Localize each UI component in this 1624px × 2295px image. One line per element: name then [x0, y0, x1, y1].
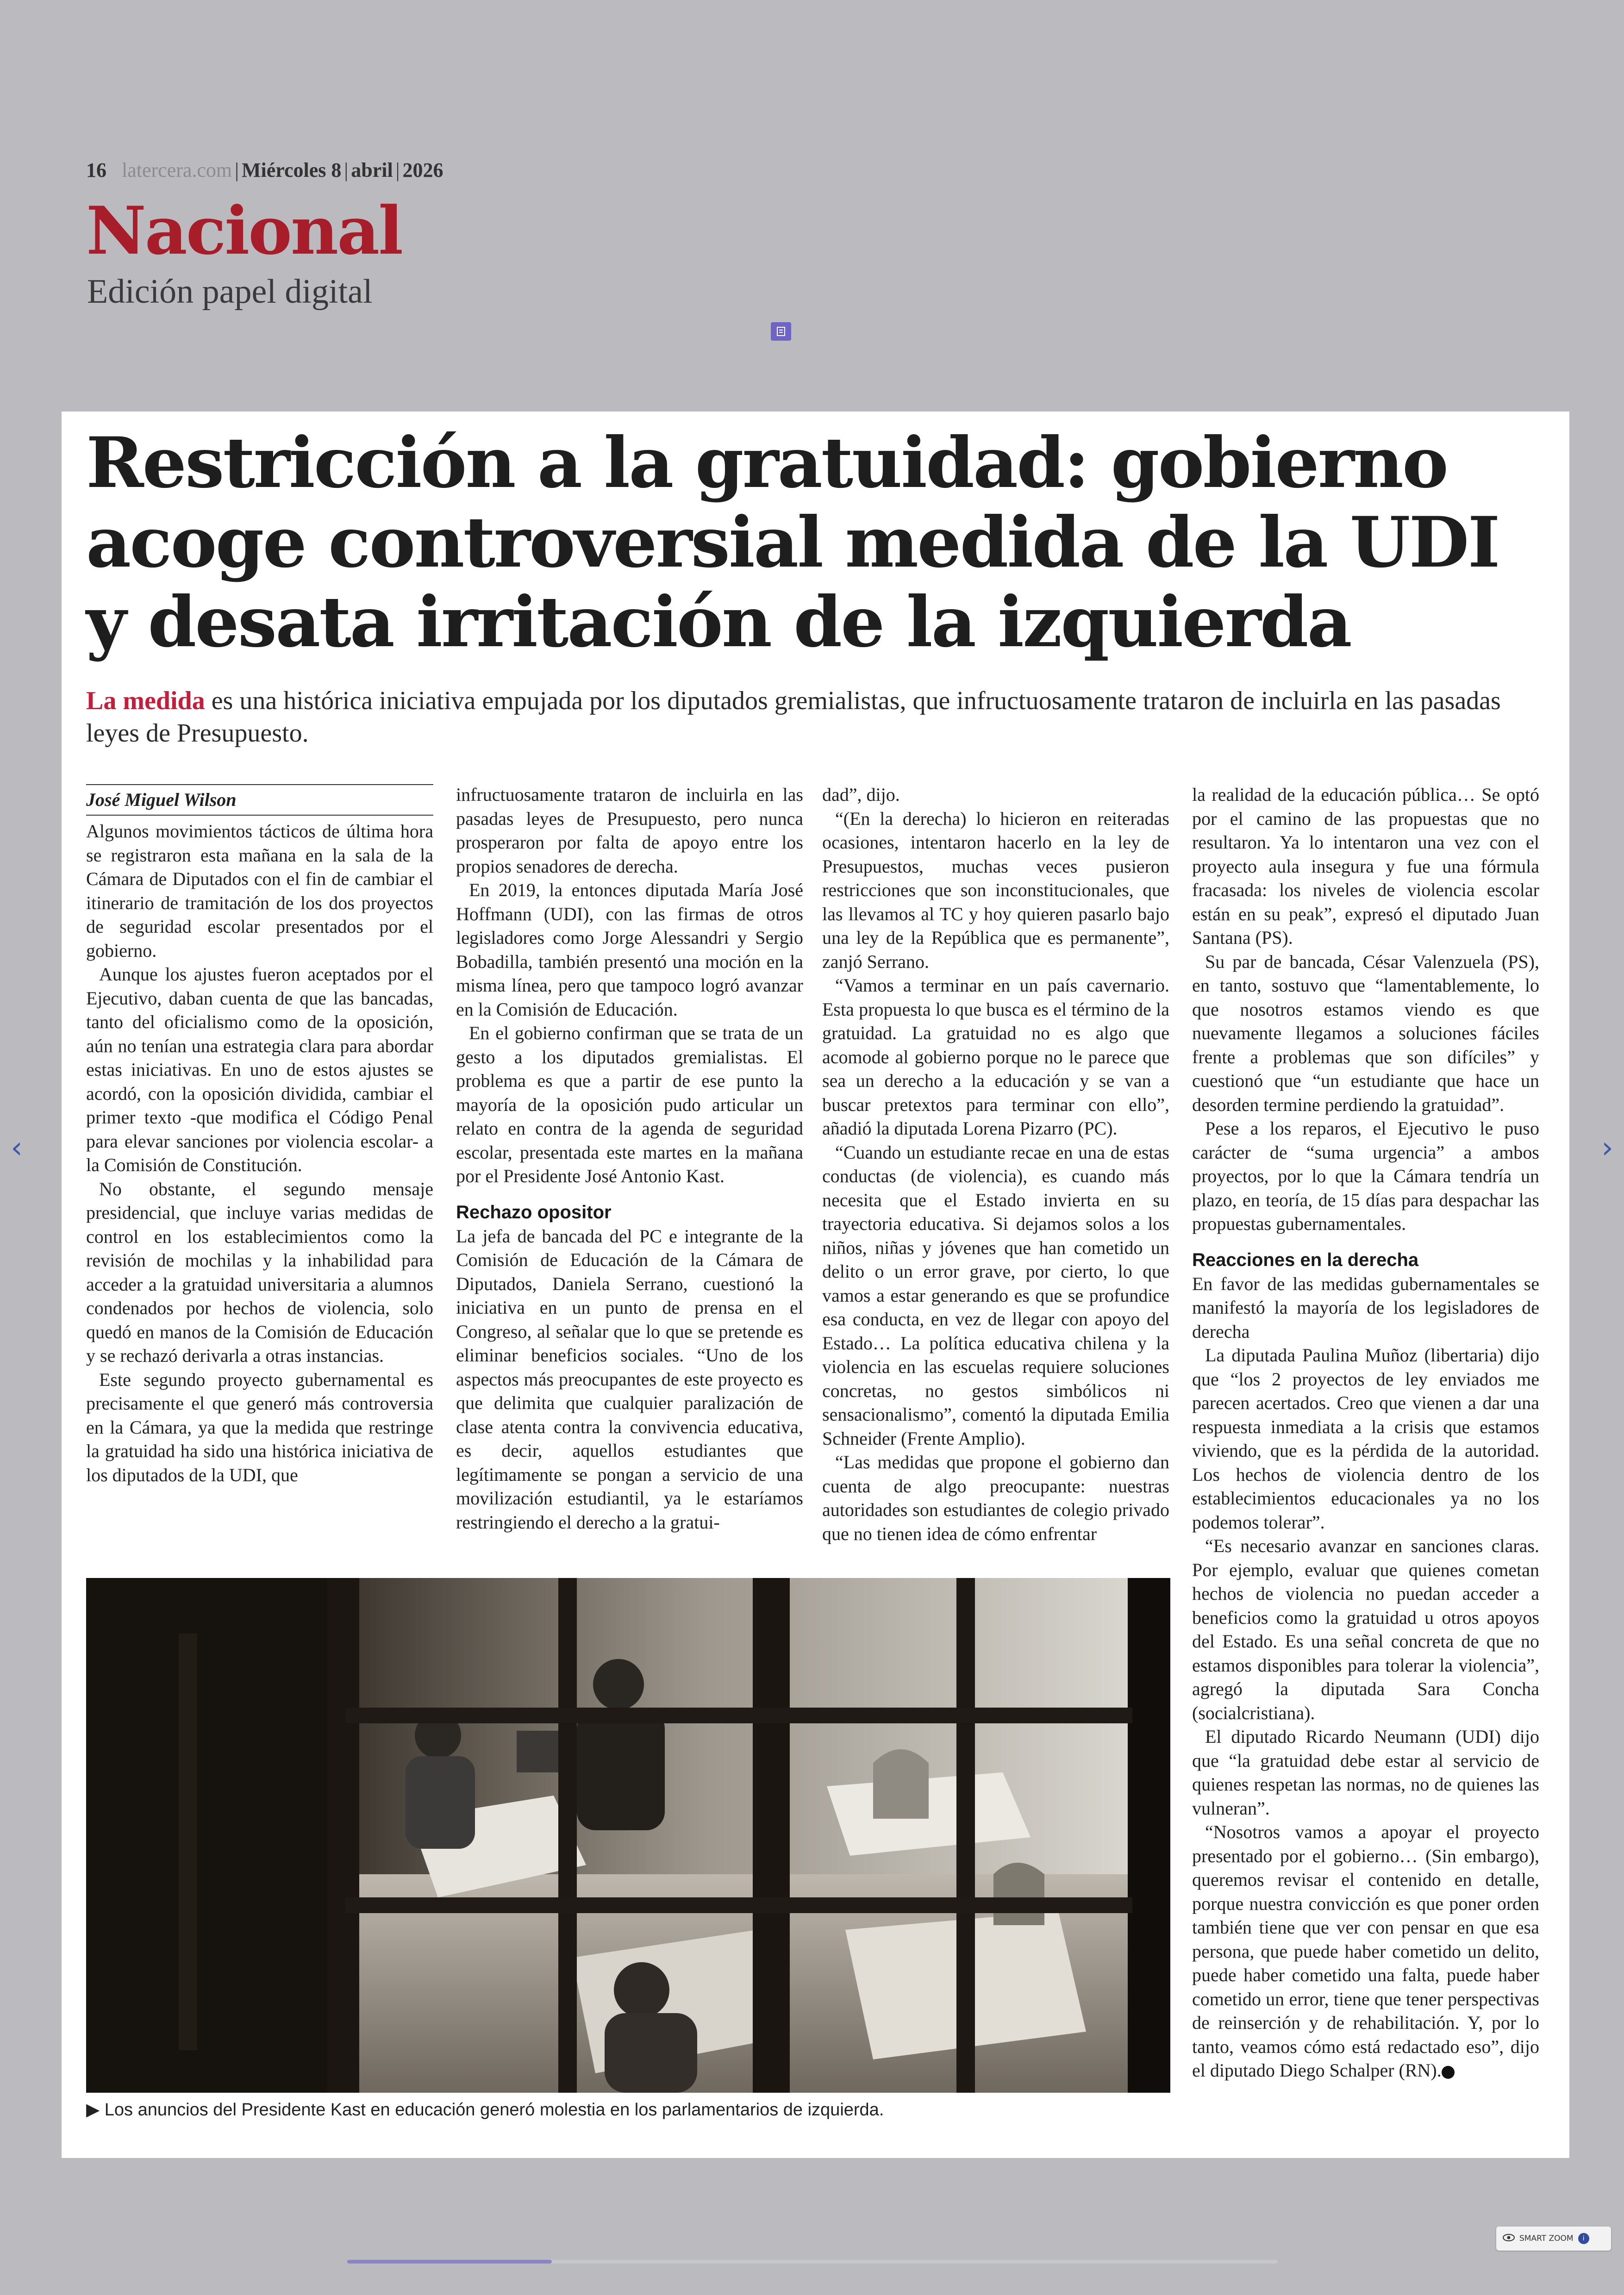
article-column-1: [86, 784, 433, 1487]
paragraph: La diputada Paulina Muñoz (libertaria) dijo que “los 2 proyectos de ley enviados me parecen acertados. Creo que vienen a dar una respuesta inmediata a la crisis que estamos viviendo, que es la pérdida de la autoridad. Los hechos de violencia dentro de los establecimientos educacionales ya no los podemos tolerar”.: [1192, 1345, 1539, 1533]
chevron-right-icon[interactable]: ›: [1601, 1131, 1613, 1165]
reading-progress-bar[interactable]: [347, 2260, 1278, 2264]
photo-caption: ▶ Los anuncios del Presidente Kast en educación generó molestia en los parlamentarios de izquierda.: [86, 2100, 884, 2120]
paragraph: Pese a los reparos, el Ejecutivo le puso carácter de “suma urgencia” a ambos proyectos, por lo que la Cámara tendría un plazo, en teoría, de 15 días para despachar las propuestas gubernamentales.: [1192, 1118, 1539, 1234]
deck-lead: La medida: [86, 686, 205, 715]
paragraph: “Las medidas que propone el gobierno dan cuenta de algo preocupante: nuestras autoridades son estudiantes de colegio privado que no tienen idea de cómo enfrentar: [822, 1452, 1169, 1544]
edition-label: Edición papel digital: [87, 273, 373, 311]
paragraph: infructuosamente trataron de incluirla en las pasadas leyes de Presupuesto, pero nunca prosperaron por falta de apoyo entre los propios senadores de derecha.: [456, 784, 803, 877]
site-name: latercera.com: [122, 159, 232, 181]
end-mark-icon: [1442, 2066, 1455, 2079]
info-icon[interactable]: i: [1578, 2233, 1589, 2244]
paragraph: El diputado Ricardo Neumann (UDI) dijo que “la gratuidad debe estar al servicio de quienes respetan las normas, no de quienes las vulneran”.: [1192, 1726, 1539, 1819]
paragraph: Aunque los ajustes fueron aceptados por el Ejecutivo, daban cuenta de que las bancadas, tanto del oficialismo como de la oposición, aún no tenían una estrategia clara para abordar estas iniciativas. En uno de estos ajustes se acordó, con la oposición dividida, cambiar el primer texto -que modifica el Código Penal para elevar sanciones por violencia escolar- a la Comisión de Constitución.: [86, 964, 433, 1175]
paragraph: En favor de las medidas gubernamentales se manifestó la mayoría de los legisladores de derecha: [1192, 1273, 1539, 1342]
eye-icon: [1503, 2234, 1515, 2244]
subheading-rechazo: Rechazo opositor: [456, 1202, 612, 1222]
paragraph: No obstante, el segundo mensaje presidencial, que incluye varias medidas de control en los establecimientos como la revisión de mochilas y la inhabilidad para acceder a la gratuidad universitaria a alumnos condenados por hechos de violencia, solo quedó en manos de la Comisión de Educación y se rechazó derivarla a otras instancias.: [86, 1178, 433, 1366]
newspaper-page: [62, 412, 1569, 2158]
paragraph: “(En la derecha) lo hicieron en reiteradas ocasiones, intentaron hacerlo en la ley de Presupuestos, muchas veces pusieron restricciones que son inconstitucionales, que las llevamos al TC y hoy quieren pasarlo bajo una ley de la República que es permanente”, zanjó Serrano.: [822, 808, 1169, 972]
article-photo: [86, 1578, 1170, 2093]
date-day: Miércoles 8: [241, 159, 342, 181]
article-deck: [86, 685, 1521, 749]
classroom-photo-illustration: [86, 1578, 1170, 2093]
article-column-4: [1192, 783, 1539, 2083]
paragraph-text: “Nosotros vamos a apoyar el proyecto presentado por el gobierno… (Sin embargo), queremos revisar el contenido en detalle, porque nuestra convicción es que poner orden también tiene que ver con pensar en que esa persona, que puede haber cometido un delito, puede haber cometido una falta, puede haber cometido un error, tiene que tener perspectivas de reinserción y de rehabilitación. Y, por lo tanto, veamos cómo está redactado eso”, dijo el diputado Diego Schalper (RN).: [1192, 1821, 1539, 2081]
smart-zoom-button[interactable]: [1496, 2226, 1611, 2251]
paragraph: Este segundo proyecto gubernamental es precisamente el que generó más controversia en la Cámara, ya que la medida que restringe la gratuidad ha sido una histórica iniciativa de los diputados de la UDI, que: [86, 1369, 433, 1485]
paragraph: En 2019, la entonces diputada María José Hoffmann (UDI), con las firmas de otros legisladores como Jorge Alessandri y Sergio Bobadilla, también presentó una moción en la misma línea, pero que tampoco logró avanzar en la Comisión de Educación.: [456, 879, 803, 1020]
section-title: Nacional: [86, 193, 402, 269]
paragraph: Su par de bancada, César Valenzuela (PS), en tanto, sostuvo que “lamentablemente, lo que nosotros estamos viendo es que nuevamente llegamos a soluciones fáciles frente a problemas que son difíciles” y cuestionó que “un estudiante que hace un desorden termine perdiendo la gratuidad”.: [1192, 951, 1539, 1115]
page-icon[interactable]: [771, 322, 791, 341]
paragraph: En el gobierno confirman que se trata de un gesto a los diputados gremialistas. El problema es que a partir de ese punto la mayoría de la oposición pudo articular un relato en contra de la agenda de seguridad escolar, presentada este martes en la mañana por el Presidente José Antonio Kast.: [456, 1023, 803, 1186]
page-number: 16: [86, 159, 106, 181]
paragraph: Algunos movimientos tácticos de última hora se registraron esta mañana en la sala de la Cámara de Diputados con el fin de cambiar el itinerario de tramitación de los dos proyectos de seguridad escolar presentados por el gobierno.: [86, 821, 433, 961]
reading-progress-fill: [347, 2260, 552, 2264]
paragraph: dad”, dijo.: [822, 784, 900, 805]
article-column-3: [822, 783, 1169, 1546]
byline: José Miguel Wilson: [86, 784, 433, 816]
smart-zoom-label: SMART ZOOM: [1519, 2234, 1574, 2243]
deck-text: es una histórica iniciativa empujada por los diputados gremialistas, que infructuosamente trataron de incluirla en las pasadas leyes de Presupuesto.: [86, 686, 1501, 748]
subheading-reacciones: Reacciones en la derecha: [1192, 1249, 1419, 1270]
chevron-left-icon[interactable]: ‹: [11, 1131, 23, 1165]
paragraph: La jefa de bancada del PC e integrante de la Comisión de Educación de la Cámara de Diputados, Daniela Serrano, cuestionó la iniciativa en un punto de prensa en el Congreso, al señalar que lo que se pretende es eliminar beneficios sociales. “Uno de los aspectos más preocupantes de este proyecto es que delimita que cualquier paralización de clase atenta contra la convivencia educativa, es decir, aquellos estudiantes que legítimamente se pongan a servicio de una movilización estudiantil, ya le estaríamos restringiendo el derecho a la gratui-: [456, 1225, 803, 1533]
paragraph: “Es necesario avanzar en sanciones claras. Por ejemplo, evaluar que quienes cometan hechos de violencia no puedan acceder a beneficios como la gratuidad u otros apoyos del Estado. Es una señal concreta de que no estamos disponibles para tolerar la violencia”, agregó la diputada Sara Concha (socialcristiana).: [1192, 1535, 1539, 1723]
paragraph: la realidad de la educación pública… Se optó por el camino de las propuestas que no resultaron. Ya lo intentaron una vez con el proyecto aula insegura y fue una fórmula fracasada: los niveles de violencia escolar están en su peak”, expresó el diputado Juan Santana (PS).: [1192, 784, 1539, 948]
paragraph: “Vamos a terminar en un país cavernario. Esta propuesta lo que busca es el término de la gratuidad. La gratuidad no es algo que acomode al gobierno porque no le parece que sea un derecho a la educación y se van a buscar pretextos para terminar con ello”, añadió la diputada Lorena Pizarro (PC).: [822, 975, 1169, 1139]
paragraph: “Cuando un estudiante recae en una de estas conductas (de violencia), es cuando más necesita que el Estado invierta en su trayectoria educativa. Si dejamos solos a los niños, niñas y jóvenes que han cometido un delito o un error grave, por cierto, lo que vamos a estar generando es que se profundice esa conducta, en vez de llegar con apoyo del Estado… La política educativa chilena y la violencia en las escuelas requiere soluciones concretas, no gestos simbólicos ni sensacionalismo”, comentó la diputada Emilia Schneider (Frente Amplio).: [822, 1141, 1169, 1449]
date-month: abril: [351, 159, 393, 181]
date-year: 2026: [402, 159, 443, 181]
article-headline: Restricción a la gratuidad: gobierno acoge controversial medida de la UDI y desata irritación de la izquierda: [86, 422, 1499, 663]
masthead-line: 16 latercera.com | Miércoles 8 | abril | 2026: [86, 159, 443, 181]
paragraph: [1192, 1820, 1539, 2083]
article-column-2: [456, 783, 803, 1534]
